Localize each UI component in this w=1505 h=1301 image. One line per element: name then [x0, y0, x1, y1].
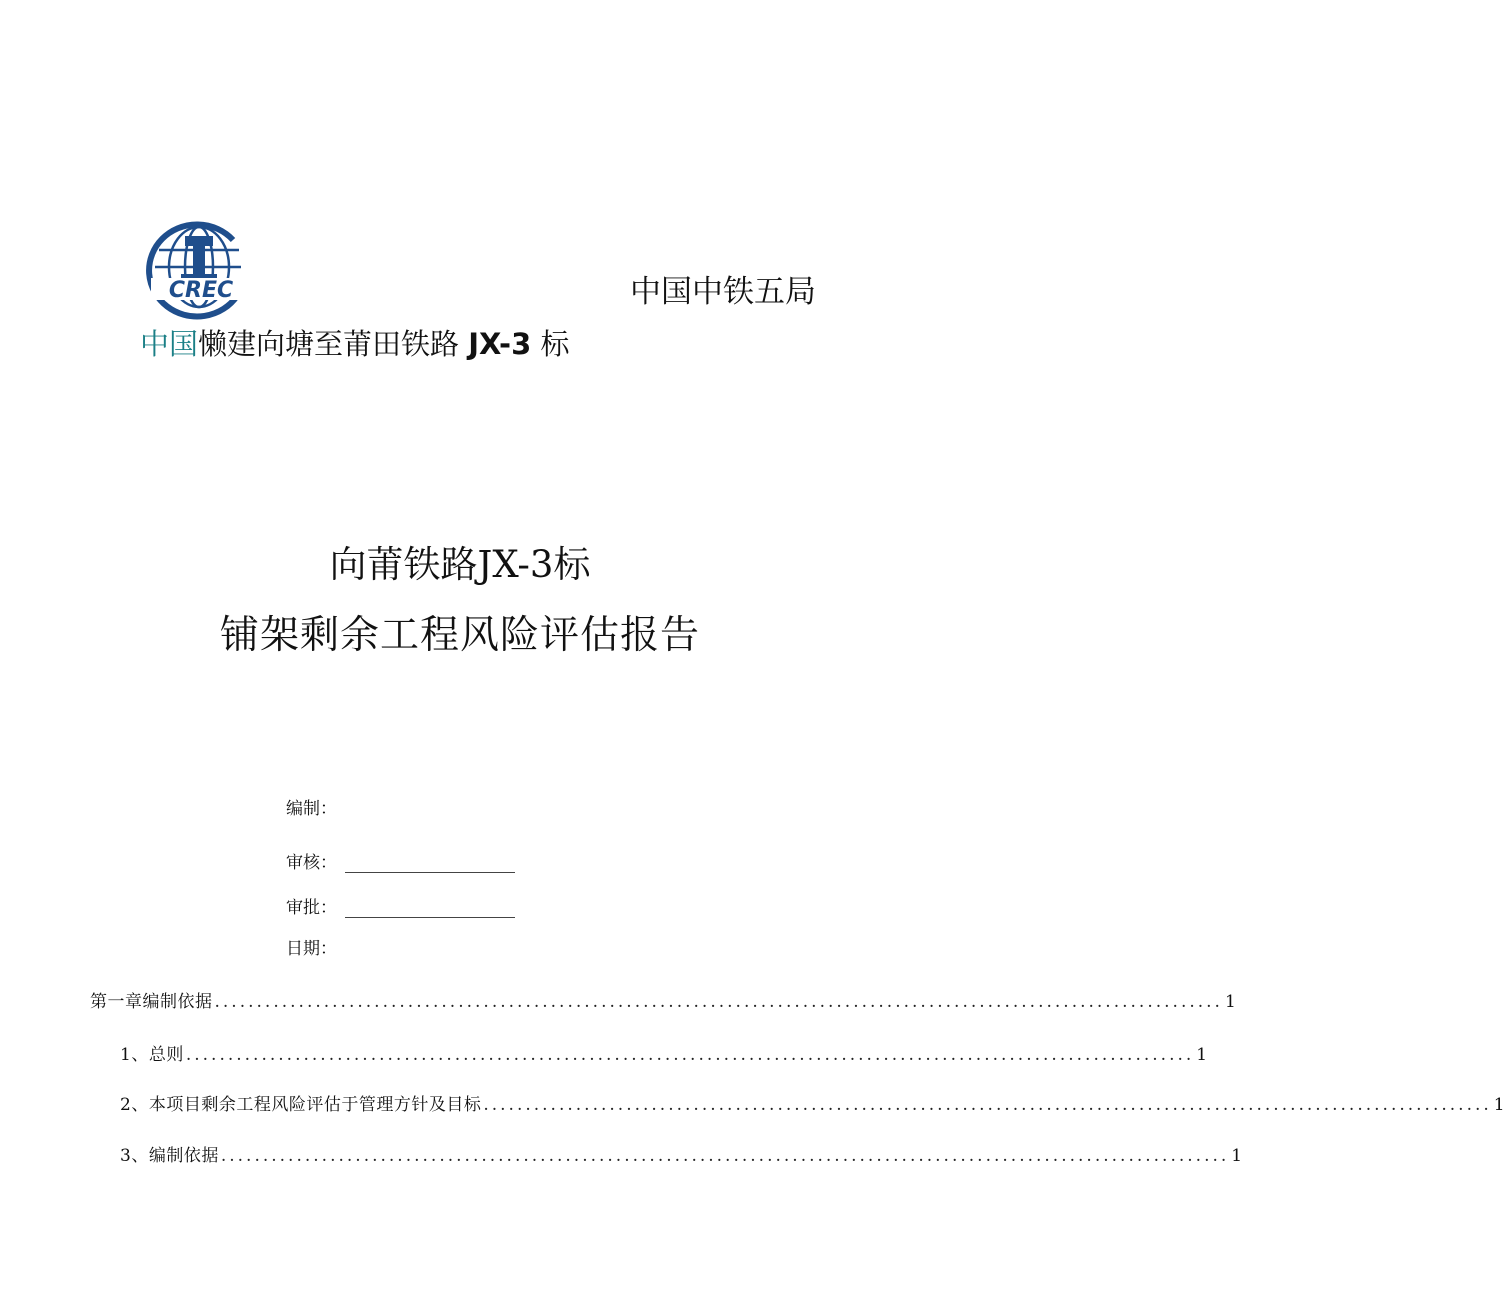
- subtitle-accent: 中国: [140, 327, 199, 361]
- toc-page-number: 1: [1196, 1045, 1208, 1065]
- crec-logo: [137, 218, 265, 316]
- toc-entry[interactable]: [90, 987, 1236, 1012]
- document-title-line1: 向莆铁路JX-3标: [329, 543, 591, 586]
- toc-page-number: 1: [1224, 992, 1236, 1012]
- toc-entry[interactable]: [120, 1141, 1243, 1166]
- toc-label: 1、总则: [120, 1045, 184, 1065]
- toc-label: 第一章编制依据: [90, 992, 213, 1012]
- subtitle-rest: 懒建向塘至莆田铁路: [198, 327, 460, 361]
- project-subtitle: [140, 322, 569, 363]
- sign-label: 审核：: [286, 853, 337, 873]
- sign-row-approve: [286, 893, 515, 918]
- toc-leader-dots: ........................................................................................................................: [220, 1146, 1230, 1166]
- logo-text: CREC: [168, 278, 234, 303]
- sign-row-review: [286, 848, 515, 873]
- sign-label: 编制：: [286, 799, 337, 819]
- subtitle-code: JX-3: [468, 327, 532, 361]
- toc-label: 2、本项目剩余工程风险评估于管理方针及目标: [120, 1095, 482, 1115]
- sign-row-date: [286, 934, 337, 959]
- company-name: 中国中铁五局: [630, 274, 816, 310]
- signature-line: [345, 899, 515, 918]
- sign-row-compile: [286, 794, 337, 819]
- toc-entry[interactable]: [120, 1090, 1505, 1115]
- signature-line: [345, 854, 515, 873]
- sign-label: 审批：: [286, 898, 337, 918]
- toc-leader-dots: ........................................................................................................................: [185, 1045, 1195, 1065]
- toc-leader-dots: ........................................................................................................................: [214, 992, 1223, 1012]
- sign-label: 日期：: [286, 939, 337, 959]
- toc-leader-dots: ........................................................................................................................: [483, 1095, 1492, 1115]
- toc-page-number: 1: [1493, 1095, 1505, 1115]
- toc-label: 3、编制依据: [120, 1146, 219, 1166]
- toc-page-number: 1: [1231, 1146, 1243, 1166]
- toc-entry[interactable]: [120, 1040, 1208, 1065]
- document-title-line2: 铺架剩余工程风险评估报告: [219, 613, 700, 658]
- subtitle-suffix: 标: [540, 327, 570, 361]
